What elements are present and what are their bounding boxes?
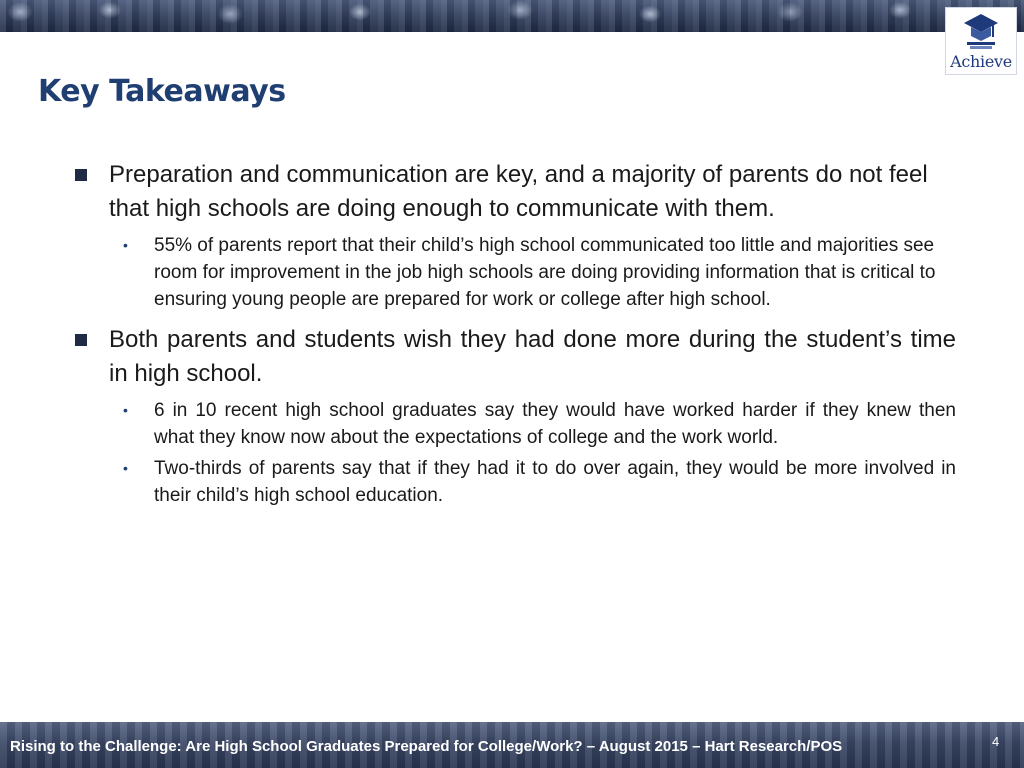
sub-bullet-text: Two-thirds of parents say that if they had it to do over again, they would be more involved in their child’s high school education.	[154, 458, 956, 506]
square-bullet-icon	[75, 334, 87, 346]
sub-bullet-text: 6 in 10 recent high school graduates say they would have worked harder if they knew then what they know now about the expectations of college and the work world.	[154, 400, 956, 448]
footer-citation: Rising to the Challenge: Are High School Graduates Prepared for College/Work? – August 2015 – Hart Research/POS	[10, 738, 843, 755]
graduation-cap-icon	[962, 12, 1000, 52]
slide-title: Key Takeaways	[38, 74, 286, 109]
dot-bullet-icon: •	[123, 237, 128, 253]
sub-bullet-parents-communication	[72, 232, 956, 313]
achieve-logo	[946, 8, 1016, 74]
footer-bar	[0, 722, 1024, 768]
sub-bullet-parents-more-involved	[72, 455, 956, 509]
bullet-preparation-communication	[72, 158, 956, 226]
bullet-text: Both parents and students wish they had done more during the student’s time in high school.	[109, 326, 956, 387]
slide-body	[72, 158, 956, 513]
sub-bullet-graduates-worked-harder	[72, 397, 956, 451]
dot-bullet-icon: •	[123, 402, 128, 418]
dot-bullet-icon: •	[123, 460, 128, 476]
page-number: 4	[992, 734, 1000, 749]
bullet-wish-done-more	[72, 323, 956, 391]
square-bullet-icon	[75, 169, 87, 181]
logo-text: Achieve	[950, 52, 1012, 71]
header-banner-photo	[0, 0, 1024, 32]
bullet-text: Preparation and communication are key, and a majority of parents do not feel that high schools are doing enough to communicate with them.	[109, 161, 928, 222]
sub-bullet-text: 55% of parents report that their child’s high school communicated too little and majorities see room for improvement in the job high schools are doing providing information that is critical to ensuring young people are prepared for work or college after high school.	[154, 235, 936, 310]
